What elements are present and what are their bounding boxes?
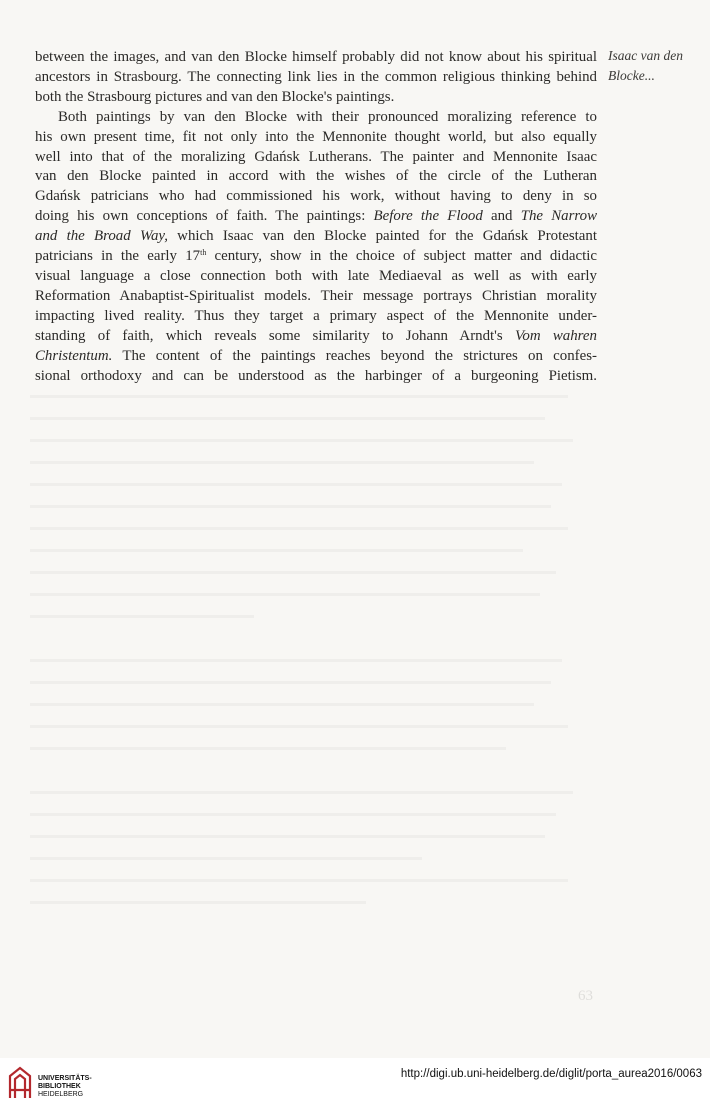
text-line: van den Blocke painted in accord with the wishes of the circle of the Lutheran <box>35 168 597 185</box>
text-line: sional orthodoxy and can be understood as the harbinger of a burgeoning Pietism. <box>35 367 597 384</box>
text-fragment: which Isaac van den Blocke painted for the Gdańsk Protestant <box>167 228 597 245</box>
show-through-text <box>30 395 590 995</box>
text-line <box>35 327 597 347</box>
margin-note-line-1: Isaac van den <box>608 48 683 63</box>
text-fragment: century, show in the choice of subject matter and didactic <box>206 248 597 265</box>
text-line: his own present time, fit not only into the Mennonite thought world, but also equally <box>35 128 597 145</box>
paragraph-1 <box>35 48 597 108</box>
painting-title-broad: and the Broad Way, <box>35 228 168 245</box>
body-text <box>35 48 597 386</box>
text-line <box>35 347 597 367</box>
text-line <box>35 227 597 247</box>
superscript: th <box>200 248 207 258</box>
library-name-line-3: HEIDELBERG <box>38 1091 84 1098</box>
text-line: well into that of the moralizing Gdańsk Lutherans. The painter and Mennonite Isaac <box>35 148 597 165</box>
page-number: 63 <box>578 988 593 1004</box>
text-line <box>35 207 597 227</box>
book-title: Christentum. <box>35 347 113 364</box>
book-title: Vom wahren <box>514 327 597 344</box>
source-url-link[interactable]: http://digi.ub.uni-heidelberg.de/diglit/porta_aurea2016/0063 <box>400 1068 702 1080</box>
margin-note <box>608 46 704 86</box>
paragraph-2 <box>35 108 597 387</box>
painting-title-narrow: The Narrow <box>520 208 597 225</box>
library-name-line-2: BIBLIOTHEK <box>38 1083 81 1090</box>
text-line: Both paintings by van den Blocke with their pronounced moralizing reference to <box>58 108 597 125</box>
library-name <box>38 1075 92 1099</box>
text-line: ancestors in Strasbourg. The connecting link lies in the common religious thinking behind <box>35 68 597 85</box>
library-name-line-1: UNIVERSITÄTS- <box>38 1075 92 1082</box>
text-line <box>35 247 597 267</box>
text-line: visual language a close connection both with late Mediaeval as well as with early <box>35 267 597 284</box>
text-fragment: patricians in the early 17 <box>35 248 201 265</box>
margin-note-line-2: Blocke... <box>608 68 655 83</box>
text-line: impacting lived reality. Thus they target a primary aspect of the Mennonite under- <box>35 307 597 324</box>
library-seal-icon <box>6 1064 34 1100</box>
text-line: Reformation Anabaptist-Spiritualist models. Their message portrays Christian morality <box>35 287 597 304</box>
text-line: both the Strasbourg pictures and van den Blocke's paintings. <box>35 88 395 105</box>
text-line: between the images, and van den Blocke himself probably did not know about his spiritual <box>35 49 597 65</box>
library-logo[interactable] <box>6 1064 101 1104</box>
painting-title-flood: Before the Flood <box>373 208 483 225</box>
text-fragment: doing his own conceptions of faith. The paintings: <box>35 208 374 225</box>
text-fragment: and <box>482 208 521 225</box>
text-fragment: The content of the paintings reaches beyond the strictures on confes- <box>112 347 597 364</box>
text-fragment: standing of faith, which reveals some similarity to Johann Arndt's <box>35 327 515 344</box>
text-line: Gdańsk patricians who had commissioned his work, without having to deny in so <box>35 188 597 205</box>
footer-bar <box>0 1058 710 1111</box>
